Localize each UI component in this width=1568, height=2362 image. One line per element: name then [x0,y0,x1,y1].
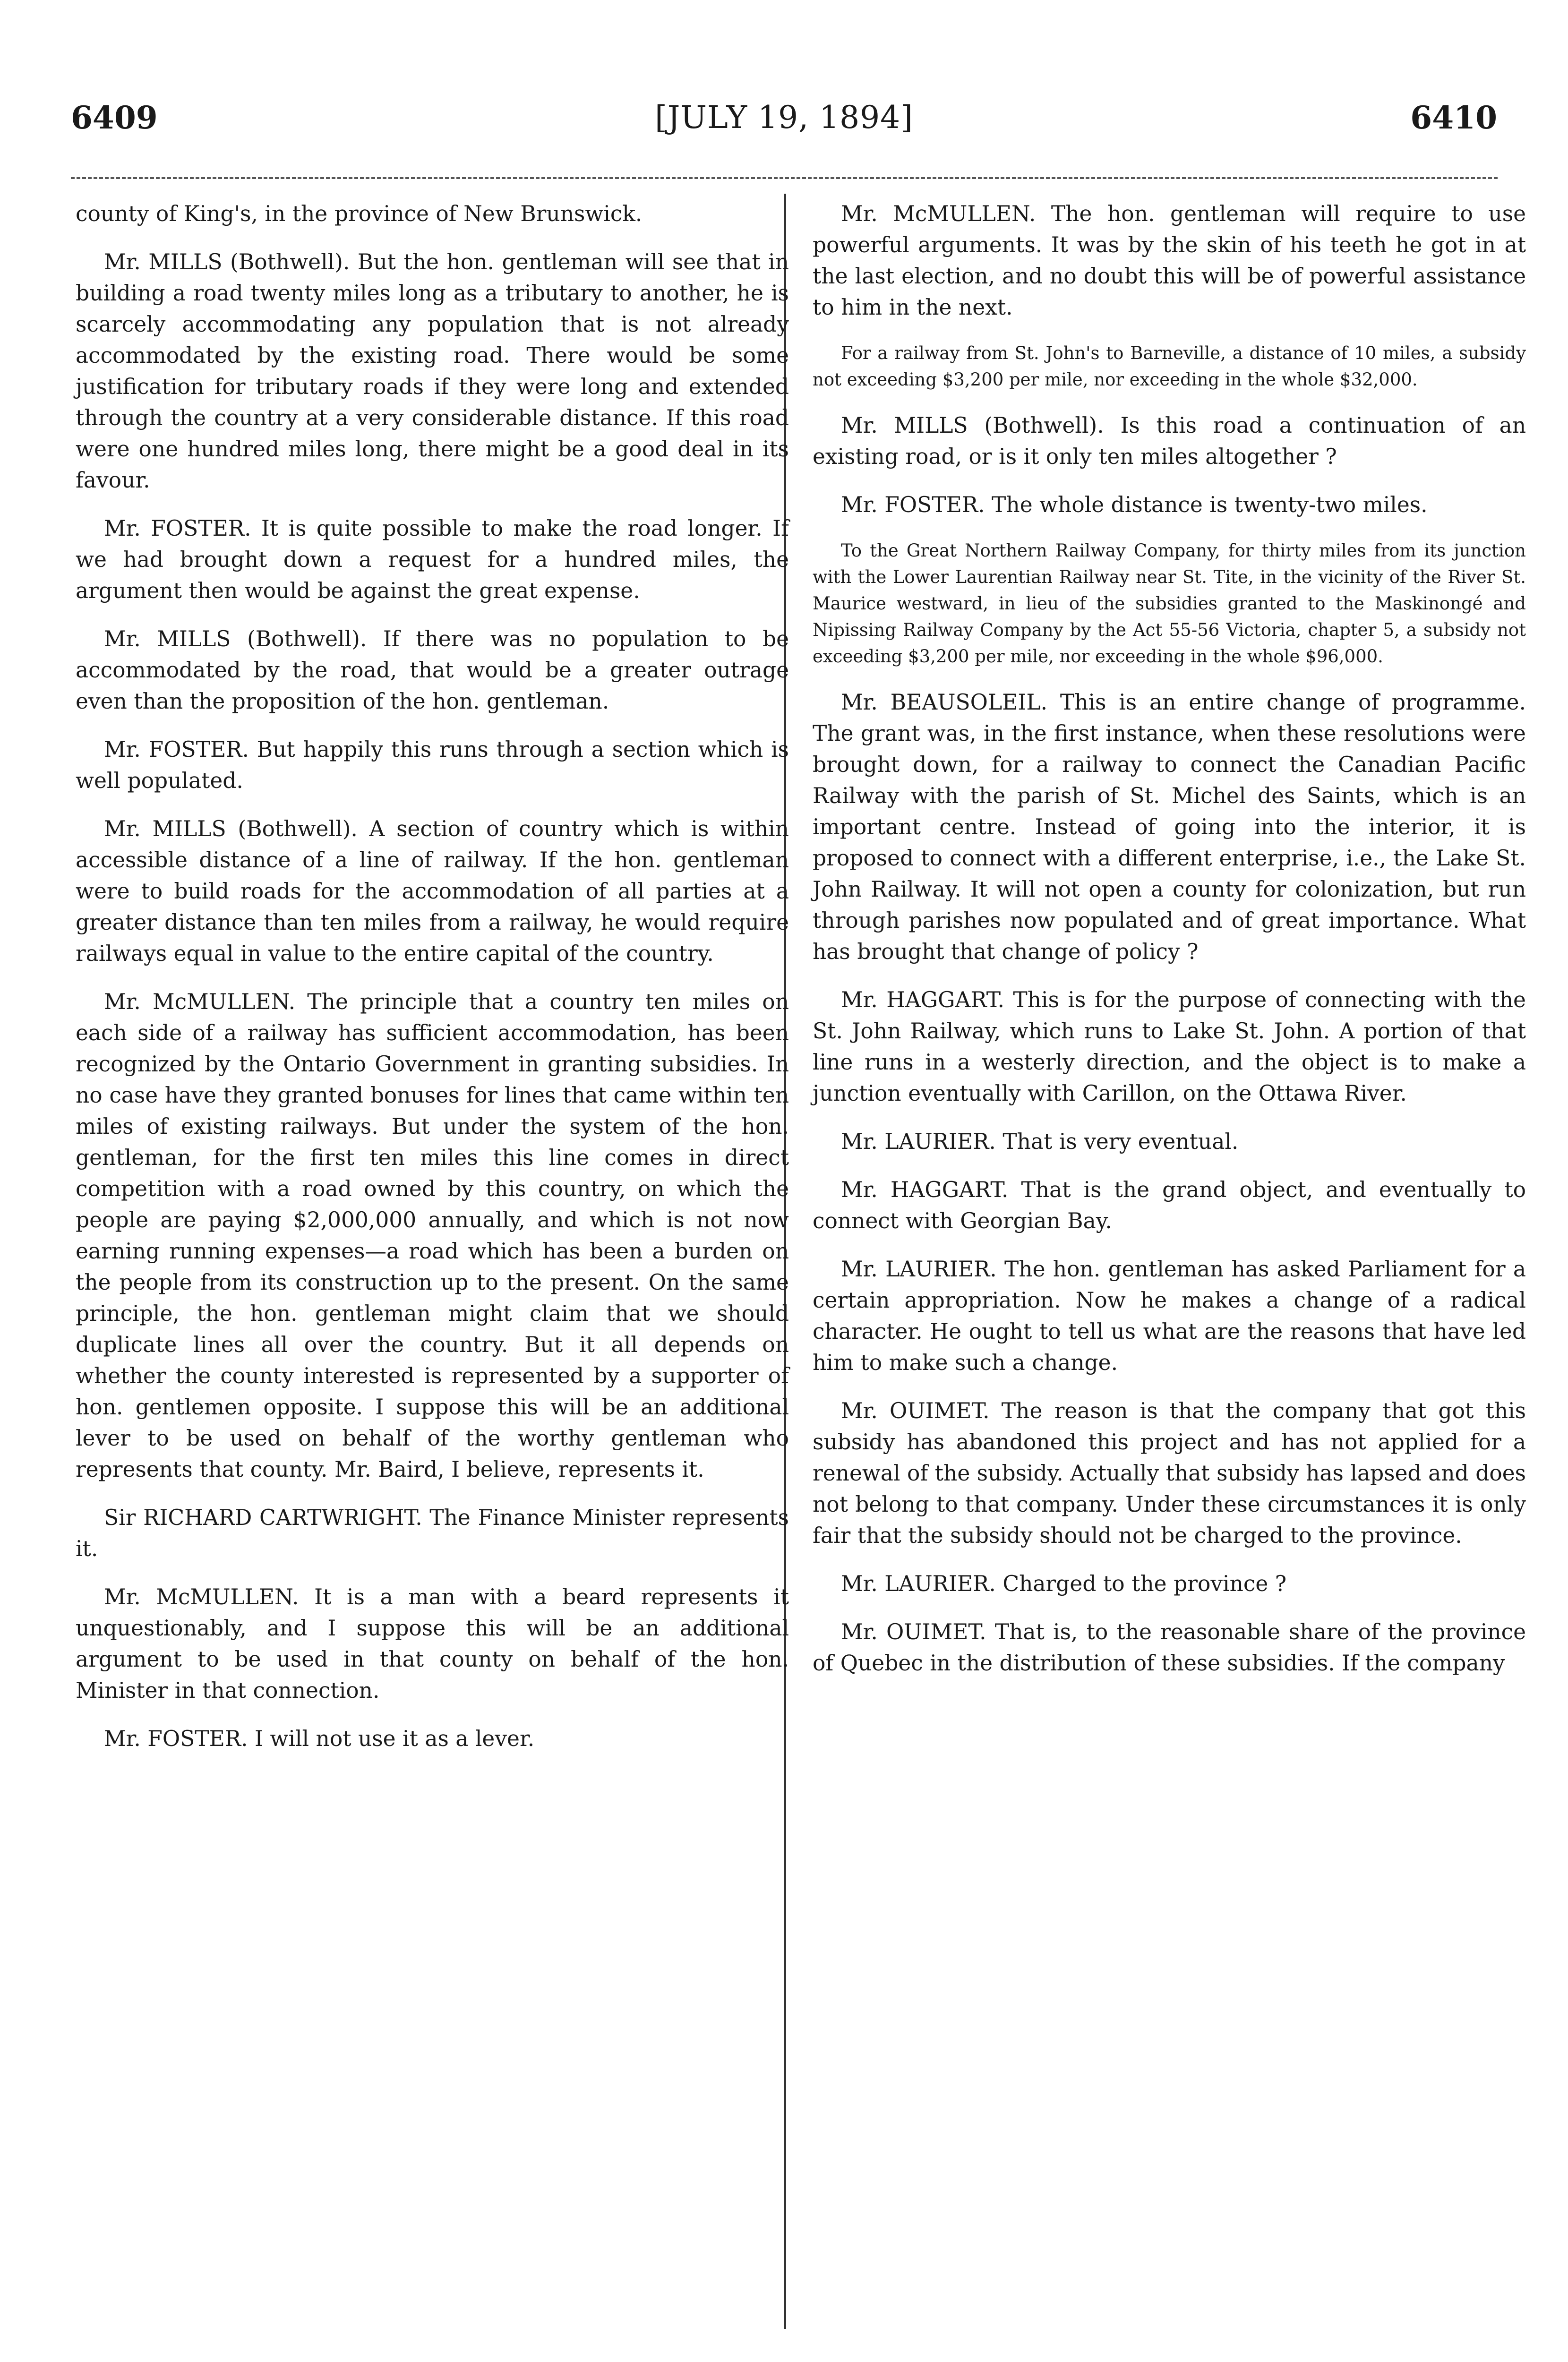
paragraph: Mr. MILLS (Bothwell). A section of country which is within accessible distance of a line of railway. If the hon. gentleman were to build roads for the accommodation of all parties at a greater distance than ten miles from a railway, he would require railways equal in value to the entire capital of the country. [76,816,789,966]
resolution-paragraph: For a railway from St. John's to Barneville, a distance of 10 miles, a subsidy not exceeding $3,200 per mile, nor exceeding in the whole $32,000. [813,343,1526,390]
paragraph: Mr. FOSTER. The whole distance is twenty-two miles. [841,492,1428,517]
paragraph: Mr. LAURIER. The hon. gentleman has asked Parliament for a certain appropriation. Now he makes a change of a radical character. He ought to tell us what are the reasons that have led him to make such a change. [813,1257,1526,1375]
paragraph: Mr. OUIMET. The reason is that the company that got this subsidy has abandoned this project and has not applied for a renewal of the subsidy. Actually that subsidy has lapsed and does not belong to that company. Under these circumstances it is only fair that the subsidy should not be charged to the province. [813,1398,1526,1548]
header-rule [71,177,1498,179]
paragraph: Sir RICHARD CARTWRIGHT. The Finance Minister represents it. [76,1505,789,1561]
paragraph: Mr. HAGGART. This is for the purpose of connecting with the St. John Railway, which runs to Lake St. John. A portion of that line runs in a westerly direction, and the object is to make a junction eventually with Carillon, on the Ottawa River. [813,987,1526,1106]
left-column [76,198,789,1772]
paragraph: Mr. LAURIER. That is very eventual. [841,1129,1239,1154]
resolution-paragraph: To the Great Northern Railway Company, for thirty miles from its junction with the Lower Laurentian Railway near St. Tite, in the vicinity of the River St. Maurice westward, in lieu of the subsidies granted to the Maskinongé and Nipissing Railway Company by the Act 55-56 Victoria, chapter 5, a subsidy not exceeding $3,200 per mile, nor exceeding in the whole $96,000. [813,540,1526,667]
paragraph: Mr. MILLS (Bothwell). Is this road a continuation of an existing road, or is it only ten miles altogether ? [813,413,1526,469]
paragraph: Mr. FOSTER. I will not use it as a lever. [104,1726,535,1751]
paragraph: county of King's, in the province of New Brunswick. [76,201,643,226]
page-date: [JULY 19, 1894] [655,99,913,136]
paragraph: Mr. McMULLEN. The principle that a country ten miles on each side of a railway has sufficient accommodation, has been recognized by the Ontario Government in granting subsidies. In no case have they granted bonuses for lines that came within ten miles of existing railways. But under the system of the hon. gentleman, for the first ten miles this line comes in direct competition with a road owned by this country, on which the people are paying $2,000,000 annually, and which is not now earning running expenses—a road which has been a burden on the people from its construction up to the present. On the same principle, the hon. gentleman might claim that we should duplicate lines all over the country. But it all depends on whether the county interested is represented by a supporter of hon. gentlemen opposite. I suppose this will be an additional lever to be used on behalf of the worthy gentleman who represents that county. Mr. Baird, I believe, represents it. [76,989,789,1482]
paragraph: Mr. FOSTER. But happily this runs through a section which is well populated. [76,737,789,793]
page-number-right: 6410 [1410,99,1497,136]
paragraph: Mr. LAURIER. Charged to the province ? [841,1571,1287,1596]
paragraph: Mr. HAGGART. That is the grand object, and eventually to connect with Georgian Bay. [813,1177,1526,1233]
paragraph: Mr. OUIMET. That is, to the reasonable share of the province of Quebec in the distribution of these subsidies. If the company [813,1619,1526,1676]
paragraph: Mr. MILLS (Bothwell). If there was no population to be accommodated by the road, that would be a greater outrage even than the proposition of the hon. gentleman. [76,626,789,714]
paragraph: Mr. FOSTER. It is quite possible to make the road longer. If we had brought down a request for a hundred miles, the argument then would be against the great expense. [76,516,789,603]
page-number-left: 6409 [71,99,158,136]
right-column [813,198,1526,1696]
paragraph: Mr. MILLS (Bothwell). But the hon. gentleman will see that in building a road twenty miles long as a tributary to another, he is scarcely accommodating any population that is not already accommodated by the existing road. There would be some justification for tributary roads if they were long and extended through the country at a very considerable distance. If this road were one hundred miles long, there might be a good deal in its favour. [76,249,789,493]
page-header [71,99,1497,142]
paragraph: Mr. BEAUSOLEIL. This is an entire change of programme. The grant was, in the first instance, when these resolutions were brought down, for a railway to connect the Canadian Pacific Railway with the parish of St. Michel des Saints, which is an important centre. Instead of going into the interior, it is proposed to connect with a different enterprise, i.e., the Lake St. John Railway. It will not open a county for colonization, but run through parishes now populated and of great importance. What has brought that change of policy ? [813,690,1526,964]
paragraph: Mr. McMULLEN. It is a man with a beard represents it unquestionably, and I suppose this will be an additional argument to be used in that county on behalf of the hon. Minister in that connection. [76,1584,789,1703]
paragraph: Mr. McMULLEN. The hon. gentleman will require to use powerful arguments. It was by the skin of his teeth he got in at the last election, and no doubt this will be of powerful assistance to him in the next. [813,201,1526,320]
